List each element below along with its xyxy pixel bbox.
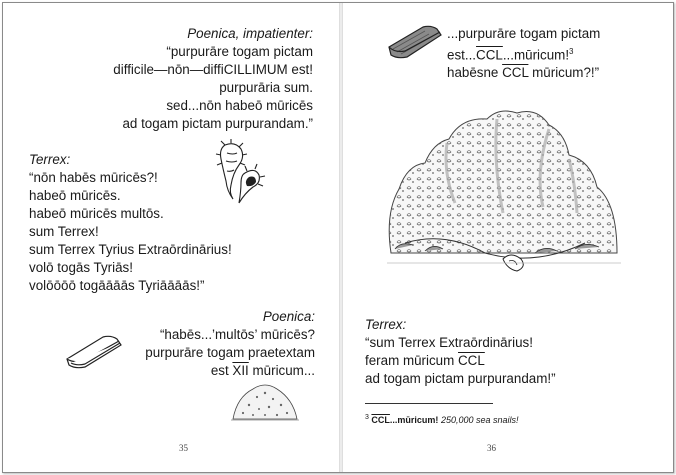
speech-line: sed...nōn habeō mūricēs (166, 98, 313, 113)
terrex-speech-2 (365, 316, 665, 388)
speech-line: ad togam pictam purpurandam.” (122, 116, 313, 131)
speech-line: habeō mūricēs multōs. (29, 206, 164, 221)
speaker-label: Terrex: (365, 317, 407, 332)
footnote-marker[interactable]: 3 (569, 47, 574, 56)
speech-line: purpurāria sum. (219, 80, 313, 95)
speech-line: volō togās Tyriās! (29, 260, 133, 275)
speaker-label: Terrex: (29, 152, 71, 167)
roman-numeral: $\overline{CCL}$ (458, 353, 485, 368)
folded-toga-illustration (63, 333, 125, 373)
speech-line: “habēs...’multōs’ mūricēs? (159, 327, 315, 342)
speech-line: est $\overline{XII}$ mūricum... (210, 363, 315, 378)
terrex-speech-1 (29, 151, 329, 295)
speech-line: sum Terrex Tyrius Extraōrdinārius! (29, 242, 232, 257)
small-shell-pile-illustration (229, 375, 301, 423)
shell-mountain-illustration (385, 103, 625, 281)
speech-line: habeō mūricēs. (29, 188, 121, 203)
speech-line: $est...\overline{CCL}...mūricum!^3$ (447, 47, 574, 63)
footnote-text: 250,000 sea snails! (440, 415, 519, 425)
footnote-number: 3 (365, 414, 369, 421)
speech-line: “sum Terrex Extraōrdinārius! (365, 335, 533, 350)
roman-numeral: $\overline{XII}$ (232, 363, 249, 378)
speech-line: sum Terrex! (29, 224, 99, 239)
footnote (365, 412, 519, 426)
roman-numeral: $\overline{CCL}$ (502, 65, 529, 81)
speech-line: volōōōō togāāāās Tyriāāāās!” (29, 278, 205, 293)
speech-line: purpurāre togam praetextam (145, 345, 315, 360)
book-spread (2, 2, 674, 473)
speech-line: difficile—nōn—diffiCILLIMUM est! (113, 62, 313, 77)
poenica-speech-3 (447, 25, 667, 82)
speech-line: “nōn habēs mūricēs?! (29, 170, 158, 185)
speech-line: feram mūricum $\overline{CCL}$ (365, 353, 485, 368)
speech-line: “purpurāre togam pictam (166, 44, 313, 59)
left-page (3, 3, 339, 472)
speaker-label: Poenica, impatienter: (187, 26, 313, 41)
page-number: 35 (179, 443, 188, 453)
right-page (343, 3, 673, 472)
footnote-term: ...mūricum! (389, 415, 439, 425)
speech-line: ...purpurāre togam pictam (447, 26, 601, 41)
folded-toga-illustration (385, 23, 445, 63)
poenica-speech-1 (13, 25, 313, 133)
speech-line: ad togam pictam purpurandam!” (365, 371, 556, 386)
murex-shells-illustration (211, 139, 271, 209)
footnote-divider (365, 403, 493, 404)
speech-line: habēsne $\overline{CCL}$ mūricum?!” (447, 65, 600, 81)
page-number: 36 (487, 443, 496, 453)
poenica-speech-2 (15, 308, 315, 380)
roman-numeral: $\overline{CCL}$ (476, 47, 503, 63)
speaker-label: Poenica: (262, 309, 315, 324)
roman-numeral: $\overline{CCL}$ (371, 415, 390, 425)
